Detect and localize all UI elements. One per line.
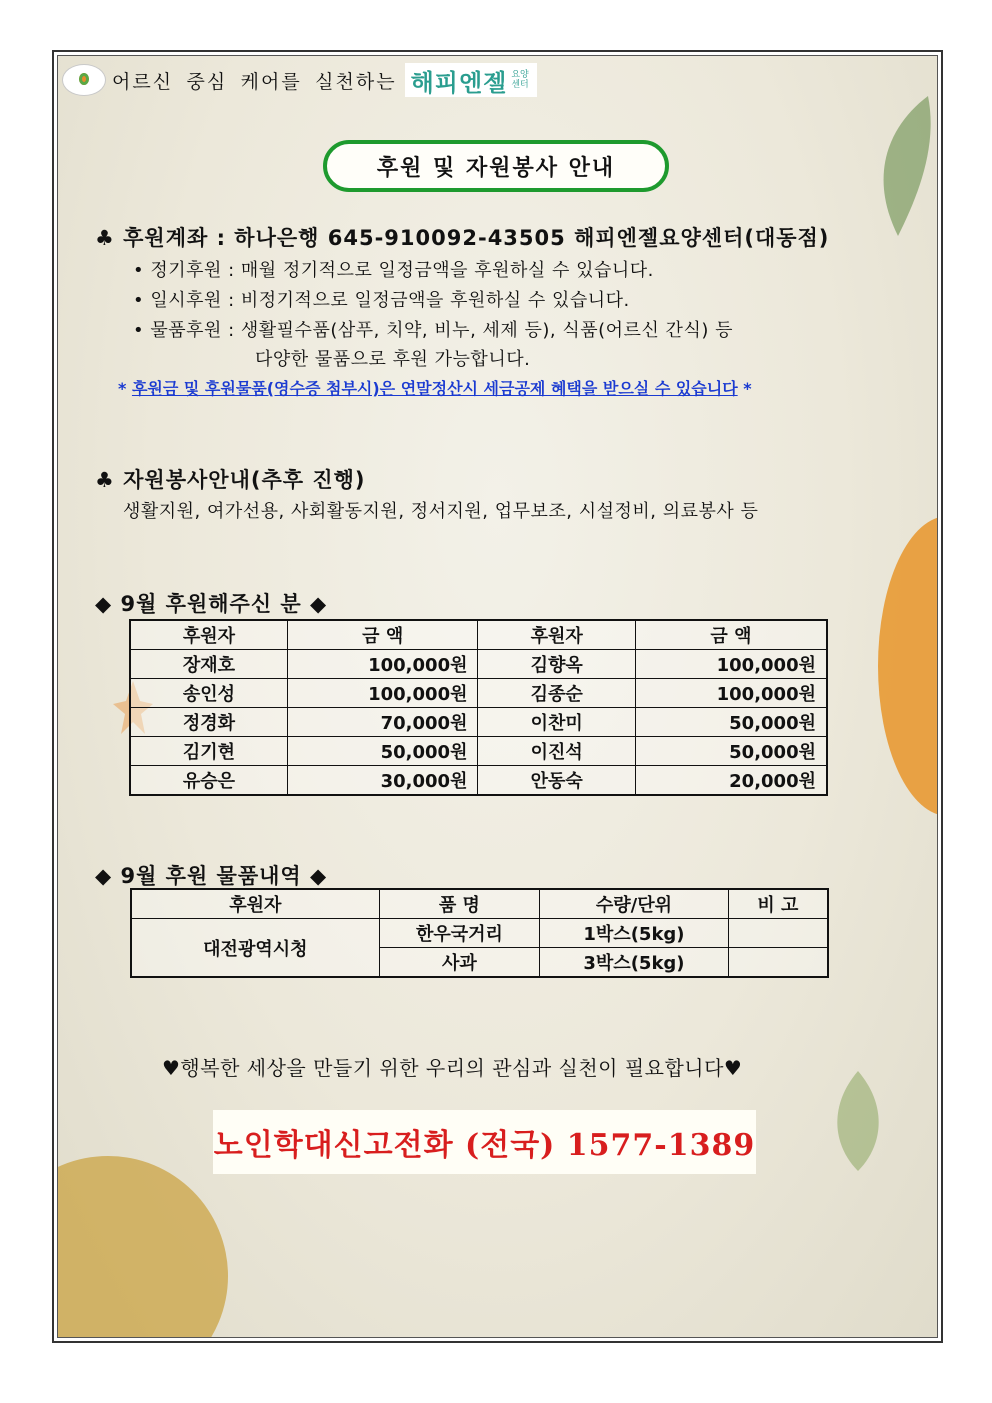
table-row	[130, 679, 827, 708]
note-star-right: *	[743, 379, 752, 398]
table-header-row	[131, 889, 828, 919]
header-cell: 후원자	[478, 620, 635, 650]
table-row	[130, 650, 827, 679]
header-cell: 비 고	[728, 889, 828, 919]
goods-item-name: 한우국거리	[379, 919, 540, 948]
donor-name: 이진석	[478, 737, 635, 766]
header-cell: 품 명	[379, 889, 540, 919]
title-box	[323, 140, 669, 192]
tax-note	[118, 376, 752, 399]
note-star-left: *	[118, 379, 127, 398]
hotline-box	[213, 1110, 756, 1174]
tax-note-text: 후원금 및 후원물품(영수증 첨부시)은 연말정산시 세금공제 혜택을 받으실 수 있습니다	[131, 379, 738, 398]
table-header-row	[130, 620, 827, 650]
donor-name: 정경화	[130, 708, 287, 737]
goods-item-note	[728, 919, 828, 948]
brand-sub: 요양센터	[511, 70, 529, 90]
header-cell: 후원자	[130, 620, 287, 650]
volunteer-text: 생활지원, 여가선용, 사회활동지원, 정서지원, 업무보조, 시설정비, 의료봉사 등	[123, 501, 759, 522]
donation-heading: ♣ 후원계좌 : 하나은행 645-910092-43505 해피엔젤요양센터(대동점)	[95, 226, 830, 250]
goods-item-name: 사과	[379, 948, 540, 978]
donor-name: 안동숙	[478, 766, 635, 796]
donor-amount: 50,000원	[287, 737, 478, 766]
donor-name: 김기현	[130, 737, 287, 766]
donor-amount: 70,000원	[287, 708, 478, 737]
donor-amount: 100,000원	[287, 679, 478, 708]
donation-item-goods: • 물품후원 : 생활필수품(삼푸, 치약, 비누, 세제 등), 식품(어르신 간식) 등	[133, 320, 733, 341]
table-row	[130, 766, 827, 796]
donor-amount: 30,000원	[287, 766, 478, 796]
volunteer-heading: ♣ 자원봉사안내(추후 진행)	[95, 468, 366, 492]
goods-donor: 대전광역시청	[131, 919, 379, 978]
goods-item-note	[728, 948, 828, 978]
pumpkin-left	[58, 1106, 238, 1338]
header-cell: 금 액	[635, 620, 827, 650]
pumpkin-right	[868, 506, 938, 826]
donors-table	[129, 619, 828, 796]
donor-amount: 50,000원	[635, 737, 827, 766]
donation-item-regular: • 정기후원 : 매월 정기적으로 일정금액을 후원하실 수 있습니다.	[133, 260, 654, 281]
leaf-decoration	[828, 86, 938, 246]
slogan: 어르신 중심 케어를 실천하는	[112, 70, 397, 93]
brand-logo	[405, 63, 538, 97]
leaf-decoration-small	[818, 1066, 898, 1176]
hotline-number: 노인학대신고전화 (전국) 1577-1389	[213, 1128, 756, 1163]
goods-item-qty: 1박스(5kg)	[540, 919, 729, 948]
table-row	[131, 919, 828, 948]
goods-item-qty: 3박스(5kg)	[540, 948, 729, 978]
donor-name: 이찬미	[478, 708, 635, 737]
brand-name: 해피엔젤	[410, 68, 508, 97]
donor-amount: 100,000원	[287, 650, 478, 679]
center-logo-icon	[62, 64, 106, 96]
donor-amount: 50,000원	[635, 708, 827, 737]
donors-heading: ◆ 9월 후원해주신 분 ◆	[95, 592, 328, 616]
donor-amount: 100,000원	[635, 650, 827, 679]
donor-amount: 20,000원	[635, 766, 827, 796]
closing-message: ♥행복한 세상을 만들기 위한 우리의 관심과 실천이 필요합니다♥	[162, 1056, 743, 1080]
donor-name: 김종순	[478, 679, 635, 708]
header-cell: 후원자	[131, 889, 379, 919]
donation-item-onetime: • 일시후원 : 비정기적으로 일정금액을 후원하실 수 있습니다.	[133, 290, 630, 311]
header-cell: 수량/단위	[540, 889, 729, 919]
goods-table	[130, 888, 829, 978]
donor-name: 송인성	[130, 679, 287, 708]
header-cell: 금 액	[287, 620, 478, 650]
donor-name: 장재호	[130, 650, 287, 679]
page-title: 후원 및 자원봉사 안내	[376, 155, 616, 181]
table-row	[130, 708, 827, 737]
donation-item-goods-cont: 다양한 물품으로 후원 가능합니다.	[255, 349, 531, 370]
table-row	[130, 737, 827, 766]
header	[62, 62, 537, 98]
goods-heading: ◆ 9월 후원 물품내역 ◆	[95, 864, 328, 888]
donor-amount: 100,000원	[635, 679, 827, 708]
donor-name: 김향옥	[478, 650, 635, 679]
donor-name: 유승은	[130, 766, 287, 796]
